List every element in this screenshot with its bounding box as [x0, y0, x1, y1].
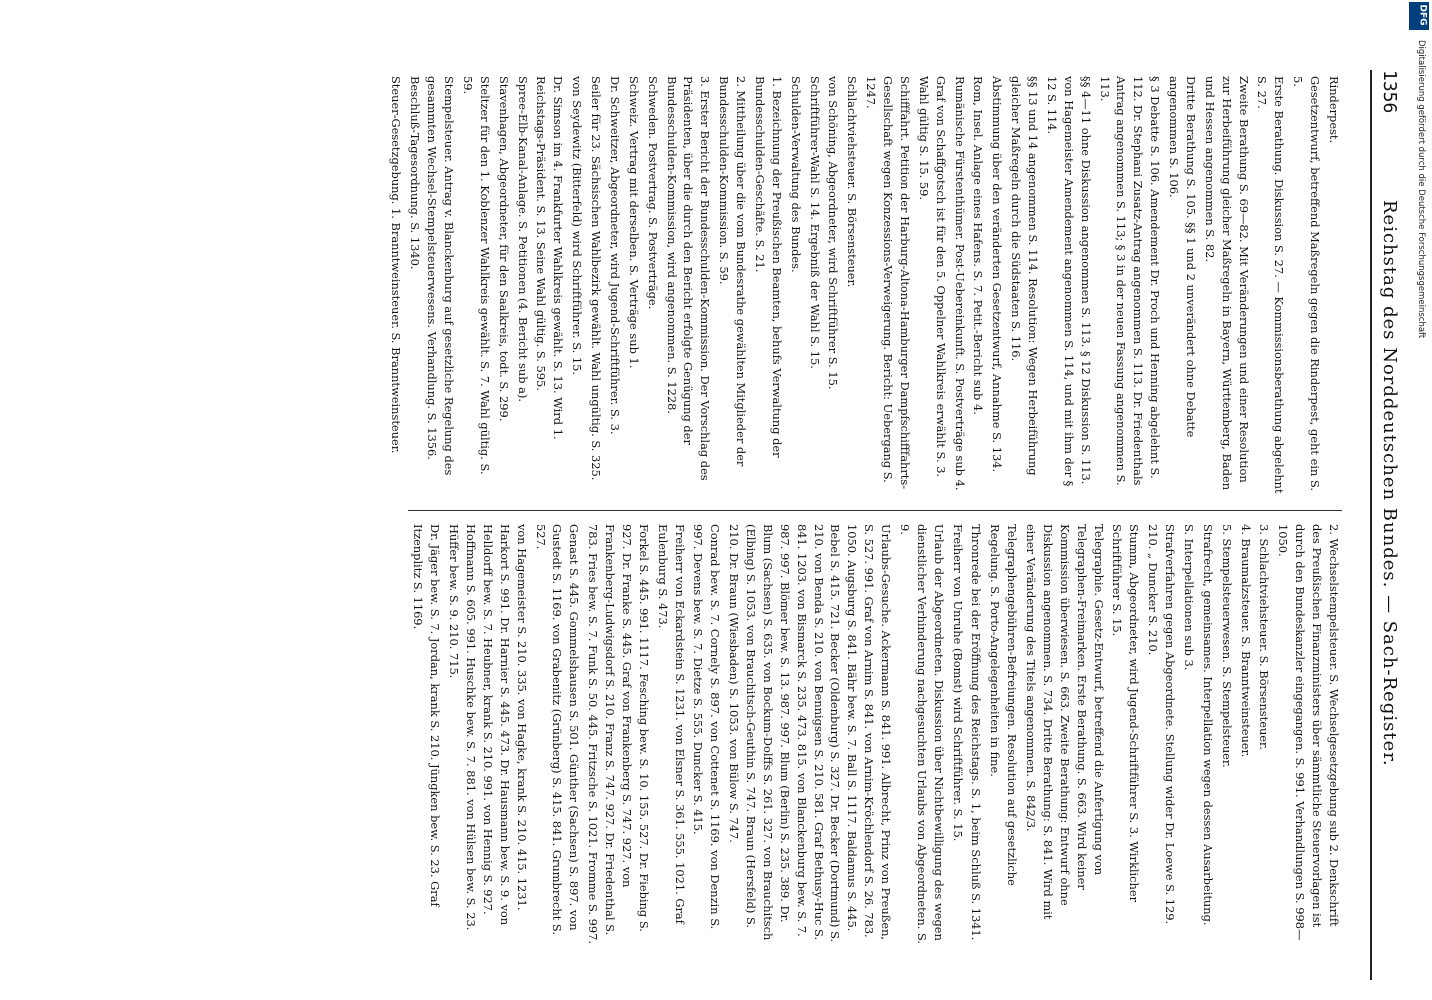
register-entry: Rinderpest. [1327, 76, 1341, 144]
register-entry: Dr. Schweitzer, Abgeordneter, wird Jugend-Schriftführer. S. 3. [608, 76, 622, 435]
register-entry: Strafrecht, gemeinsames. Interpellation wegen dessen Ausarbeitung. [1200, 524, 1215, 926]
register-entry: von Hagemeister S. 210. 335. von Hagke, krank S. 210. 415. 1231. Harkort S. 991. Dr. Harnier S. 445. 473. Dr. Hausmann bew. S. 9. von Helldorff bew. S. 7. Heubner, krank S. 210. 991. von Hennig S. 927. Hoffmann S. 605. 991. Huschke bew. S. 7. 881. von Hülsen bew. S. 23. Hüffer bew. S. 9. 210. 715. [447, 524, 529, 931]
register-entry: von Schöning, Abgeordneter, wird Schriftführer S. 15. [826, 76, 841, 390]
register-entry: S. Interpellationen sub 3. [1182, 524, 1196, 671]
register-entry: § 3 Debatte S. 106. Amendement Dr. Proch und Henning abgelehnt S. 112. Dr. Stephani Zusatz-Antrag angenommen S. 113. Dr. Friedenthals Antrag angenommen S. 113; § 3 in der neuen Fassung angenommen S. 113. [1097, 76, 1163, 486]
register-entry: 1. Bezeichnung der Preußischen Beamten, behufs Verwaltung der Bundesschulden-Geschäfte. S. 21. [753, 76, 784, 458]
dfg-logo-text: DFG [1417, 4, 1428, 26]
register-entry: §§ 13 und 14 angenommen S. 114. Resolution: Wegen Herbeiführung gleicher Maßregeln durch die Südstaaten S. 116. [1009, 76, 1041, 476]
register-entry: 2. Mittheilung über die vom Bundesrathe gewählten Mitglieder der Bundesschulden-Kommission. S. 59. [717, 76, 749, 467]
register-entry: Dritte Berathung S. 105. §§ 1 und 2 unverändert ohne Debatte angenommen S. 106. [1167, 76, 1198, 438]
register-entry: Seiler für 23. Sächsischen Wahlbezirk gewählt. Wahl ungültig. S. 325. [589, 76, 604, 481]
register-entry: Schifffahrt. Petition der Harburg-Altona-Hamburger Dampfschifffahrts-Gesellschaft wegen Konzessions-Verweigerung. Bericht: Uebergang S. 1247. [864, 76, 912, 490]
register-entry: Erste Berathung. Diskussion S. 27. — Kommissionsberathung abgelehnt S. 27. [1255, 76, 1287, 494]
register-entry: Forkel S. 445. 991. 1117. Fesching bew. S. 10. 155. 527. Dr. Fiebing S. 927. Dr. Franke S. 445. Graf von Frankenberg S. 747. 927. von Frankenberg-Ludwigsdorf S. 210. Franz S. 747. 927. Dr. Friedenthal S. 783. Fries bew. S. 7. Funk S. 50. 445. Fritzsche S. 1021. Fromme S. 997. [586, 524, 651, 944]
register-entry: Thronrede bei der Eröffnung des Reichstags. S. 1, beim Schluß S. 1341. [969, 524, 984, 941]
register-entry: Conrad bew. S. 7. Cornely S. 897. von Cottenet S. 1169. von Denzin S. 997. Devens bew. S. 7. Dietze S. 555. Duncker S. 415. [691, 524, 723, 930]
page-number: 1356 [1379, 70, 1400, 114]
register-entry: Zweite Berathung S. 69—82. Mit Veränderungen und einer Resolution zur Herbeiführung gleicher Maßregeln in Bayern, Württemberg, Baden und Hessen angenommen S. 82. [1202, 76, 1251, 491]
register-entry: Telegraphie. Gesetz-Entwurf, betreffend die Anfertigung von Telegraphen-Freimarken. Erste Berathung. S. 663. Wird keiner Kommission überwiesen. S. 663. Zweite Berathung: Entwurf ohne Diskussion angenommen. S. 734. Dritte Berathung: S. 841. Wird mit einer Veränderung des Titels angenommen. S. 842/3. [1024, 524, 1106, 920]
register-entry: Rumänische Fürstenthümer. Post-Uebereinkunft. S. Postverträge sub 4. [952, 76, 967, 491]
register-entry: Schweden. Postvertrag. S. Postverträge. [645, 76, 660, 310]
register-entry: Strafverfahren gegen Abgeordnete. Stellung wider Dr. Loewe S. 129. 210. „ Duncker S. 210. [1146, 524, 1178, 925]
register-entry: von Seydewitz (Bitterfeld) wird Schriftführer. S. 15. [570, 76, 585, 376]
register-entry: Gesetzentwurf, betreffend Maßregeln gegen die Rinderpest, geht ein S. 5. [1291, 76, 1323, 491]
dfg-sidebar [1406, 0, 1432, 1000]
register-entry: 3. Schlachtviehsteuer. S. Börsensteuer. [1257, 524, 1272, 750]
register-entry: §§ 4—11 ohne Diskussion angenommen S. 113. § 12 Diskussion S. 113. von Hagemeister Amendement angenommen S. 114, und mit ihm der § 12 S. 114. [1045, 76, 1093, 487]
left-column [386, 76, 1342, 496]
register-entry: Steuer-Gesetzgebung. 1. Branntweinsteuer. S. Branntweinsteuer. [389, 76, 404, 454]
column-divider [408, 510, 1342, 511]
register-entry: Dr. Simson im 4. Frankfurter Wahlkreis gewählt. S. 13. Wird 1. Reichstags-Präsident. S. 13. Seine Wahl gültig. S. 595. [534, 76, 566, 440]
register-entry: Telegraphengebühren-Befreiungen. Resolution auf gesetzliche Regelung. S. Porto-Angelegenheiten in fine. [988, 524, 1020, 886]
register-entry: Schulden-Verwaltung des Bundes. [788, 76, 803, 273]
register-entry: Steltzer für den 1. Koblenzer Wahlkreis gewählt. S. 7. Wahl gültig. S. 59. [461, 76, 492, 475]
register-entry: Stavenhagen, Abgeordneter, für den Saalkreis, todt. S. 299. [496, 76, 511, 422]
register-entry: Freiherr von Unruhe (Bomst) wird Schriftführer. S. 15. [950, 524, 965, 842]
register-entry: 5. Stempelsteuerwesen. S. Stempelsteuer. [1219, 524, 1234, 768]
register-entry: Genast S. 445. Gommelshausen S. 501. Günther (Sachsen) S. 897. von Gustedt S. 1169. von Grabenitz (Grünberg) S. 415. 841. Grumbrecht S. 527. [533, 524, 582, 935]
register-entry: Abstimmung über den veränderten Gesetzentwurf, Annahme S. 134. [990, 76, 1005, 473]
page-header [1370, 70, 1408, 980]
register-entry: Urlaub der Abgeordneten. Diskussion über Nichtbewilligung des wegen dienstlicher Verhinderung nachgesuchten Urlaubs von Abgeordneten. S. 9. [898, 524, 946, 944]
register-entry: Schweiz. Vertrag mit derselben. S. Verträge sub 1. [626, 76, 641, 369]
dfg-funding-note: Digitalisierung gefördert durch die Deutsche Forschungsgemeinschaft [1416, 40, 1426, 339]
register-entry: Schlachtviehsteuer. S. Börsensteuer. [845, 76, 860, 288]
dfg-logo [1409, 2, 1429, 30]
register-entry: 2. Wechselstempelsteuer. S. Wechselgesetzgebung sub 2. Denkschrift des Preußischen Finanzministers über sämmtliche Steuervorlagen ist durch den Bundeskanzler eingegangen. S. 991. Verhandlungen S. 998—1050. [1276, 524, 1341, 941]
register-entry: Schriftführer-Wahl S. 14. Ergebniß der Wahl S. 15. [807, 76, 822, 369]
register-entry: Urlaubs-Gesuche. Ackermann S. 841. 991. Albrecht, Prinz von Preußen, S. 527. 991. Graf von Arnim S. 841. von Arnim-Kröchlendorf S. 26. 783. 1050. Augsburg S. 841. Bähr bew. S. 7. Ball S. 1117. Baldamus S. 445. Bebel S. 415. 721. Becker (Oldenburg) S. 327. Dr. Becker (Dortmund) S. 210. von Benda S. 210. von Bennigsen S. 210. 581. Graf Bethusy-Huc S. 841. 1203. von Bismarck S. 235. 473. 815. von Blanckenburg bew. S. 7. 987. 997. Blömer bew. S. 13. 987. 997. Blum (Berlin) S. 235. 389. Dr. Blum (Sachsen) S. 635. von Bockum-Dolffs S. 261. 327. von Brauchitsch (Elbing) S. 1053. von Brauchitsch-Geuthin S. 747. Braun (Hersfeld) S. 210. Dr. Braun (Wiesbaden) S. 1053. von Bülow S. 747. [727, 524, 894, 943]
page-title: Reichstag des Norddeutschen Bundes. — Sach-Register. [1379, 200, 1400, 767]
register-entry: Freiherr von Eckardstein S. 1231. von Elsner S. 361. 555. 1021. Graf Eulenburg S. 473. [655, 524, 687, 924]
register-entry: Dr. Jäger bew. S. 7. Jordan, krank S. 210. Jüngken bew. S. 23. Graf Itzenplitz S. 1169. [411, 524, 443, 907]
register-entry: Spree-Elb-Kanal-Anlage. S. Petitionen (4. Bericht sub a). [515, 76, 530, 403]
register-entry: 3. Erster Bericht der Bundesschulden-Kommission. Der Vorschlag des Präsidenten, über die durch den Bericht erfolgte Genügung der Bundesschulden-Kommission, wird angenommen. S. 1228. [664, 76, 713, 481]
register-entry: Rom, Insel. Anlage eines Hafens. S. 7. Petit.-Bericht sub 4. [971, 76, 986, 415]
register-entry: Stempelsteuer. Antrag v. Blanckenburg auf gesetzliche Regelung des gesammten Wechsel-Stempelsteuerwesens. Verhandlung. S. 1356. Beschluß-Tagesordnung. S. 1340. [408, 76, 457, 476]
register-entry: Stumm, Abgeordneter, wird Jugend-Schriftführer S. 3. Wirklicher Schriftführer S. 15. [1110, 524, 1142, 903]
register-entry: Graf von Schaffgotsch ist für den 5. Oppelner Wahlkreis erwählt S. 3. Wahl gültig S. 15. 59. [916, 76, 948, 478]
right-column [408, 524, 1342, 944]
register-entry: 4. Braumalzsteuer. S. Branntweinsteuer. [1238, 524, 1253, 758]
